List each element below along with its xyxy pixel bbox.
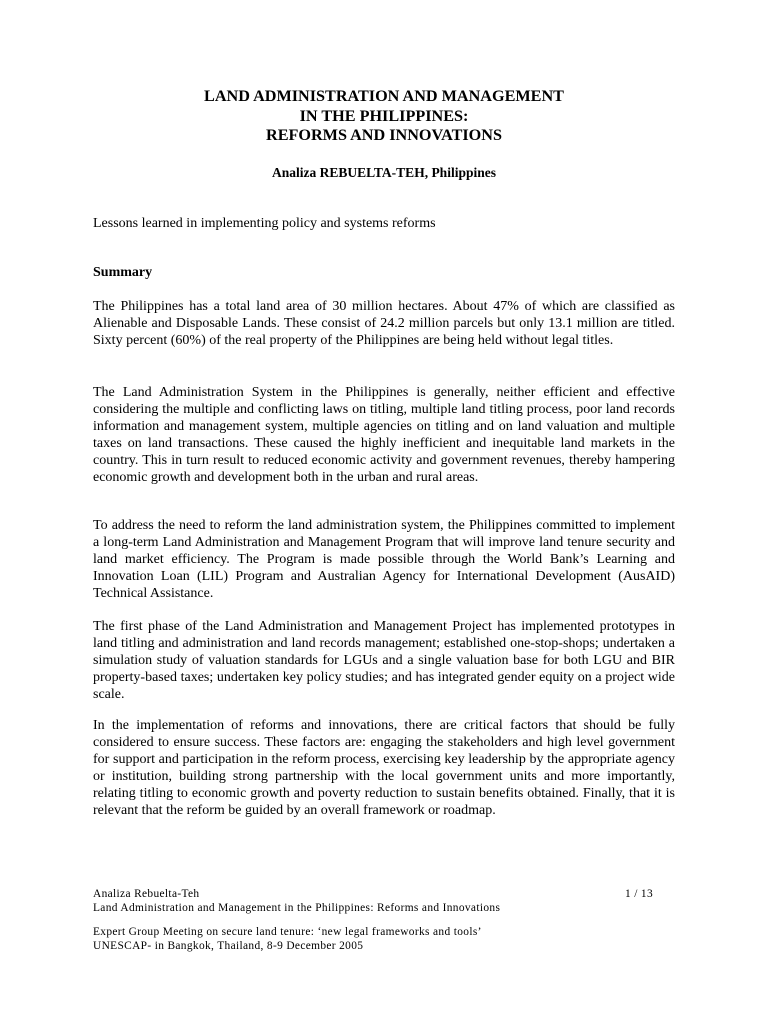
subtitle-lessons: Lessons learned in implementing policy and systems reforms	[93, 216, 436, 231]
footer-author-block	[93, 888, 653, 915]
paragraph-text: To address the need to reform the land administration system, the Philippines committed to implement a long-term Land Administration and Management Program that will improve land tenure security and land market efficiency. The Program is made possible through the World Bank’s Learning and Innovation Loan (LIL) Program and Australian Agency for International Development (AusAID) Technical Assistance.	[93, 518, 675, 602]
title-line-2: IN THE PHILIPPINES:	[299, 106, 469, 125]
footer-paper-title: Land Administration and Management in the Philippines: Reforms and Innovations	[93, 901, 501, 914]
footer-venue: UNESCAP- in Bangkok, Thailand, 8-9 December 2005	[93, 939, 364, 952]
document-title	[0, 87, 768, 146]
footer-meeting: Expert Group Meeting on secure land tenure: ‘new legal frameworks and tools’	[93, 926, 482, 938]
paragraph-text: The Land Administration System in the Philippines is generally, neither efficient and effective considering the multiple and conflicting laws on titling, multiple land titling process, poor land records information and management system, multiple agencies on titling and on land valuation and multiple taxes on land transactions. These caused the highly inefficient and inequitable land markets in the country. This in turn result to reduced economic activity and government revenues, thereby hampering economic growth and development both in the urban and rural areas.	[93, 385, 675, 486]
summary-paragraph-3	[93, 517, 675, 602]
summary-paragraph-1	[93, 298, 675, 349]
footer-meeting-block	[93, 926, 653, 953]
paragraph-text: The first phase of the Land Administration and Management Project has implemented prototypes in land titling and administration and land records management; established one-stop-shops; undertaken a simulation study of valuation standards for LGUs and a single valuation base for both LGU and BIR property-based taxes; undertaken key policy studies; and has integrated gender equity on a project wide scale.	[93, 619, 675, 703]
paragraph-text: In the implementation of reforms and innovations, there are critical factors that should be fully considered to ensure success. These factors are: engaging the stakeholders and high level government for support and participation in the reform process, exercising key leadership by the appropriate agency or institution, building strong partnership with the local government units and more importantly, relating titling to economic growth and poverty reduction to sustain benefits obtained. Finally, that it is relevant that the reform be guided by an overall framework or roadmap.	[93, 718, 675, 819]
title-line-3: REFORMS AND INNOVATIONS	[266, 126, 502, 144]
footer-author-row	[93, 888, 653, 902]
summary-paragraph-2	[93, 384, 675, 487]
author-line: Analiza REBUELTA-TEH, Philippines	[272, 165, 496, 180]
summary-heading: Summary	[93, 265, 153, 280]
footer-author: Analiza Rebuelta-Teh	[93, 888, 200, 900]
page-number: 1 / 13	[624, 888, 653, 900]
summary-paragraph-4	[93, 618, 675, 703]
summary-paragraph-5	[93, 717, 675, 820]
paragraph-text: The Philippines has a total land area of 30 million hectares. About 47% of which are classified as Alienable and Disposable Lands. These consist of 24.2 million parcels but only 13.1 million are titled. Sixty percent (60%) of the real property of the Philippines are being held without legal titles.	[93, 299, 675, 349]
title-line-1: LAND ADMINISTRATION AND MANAGEMENT	[204, 87, 564, 105]
